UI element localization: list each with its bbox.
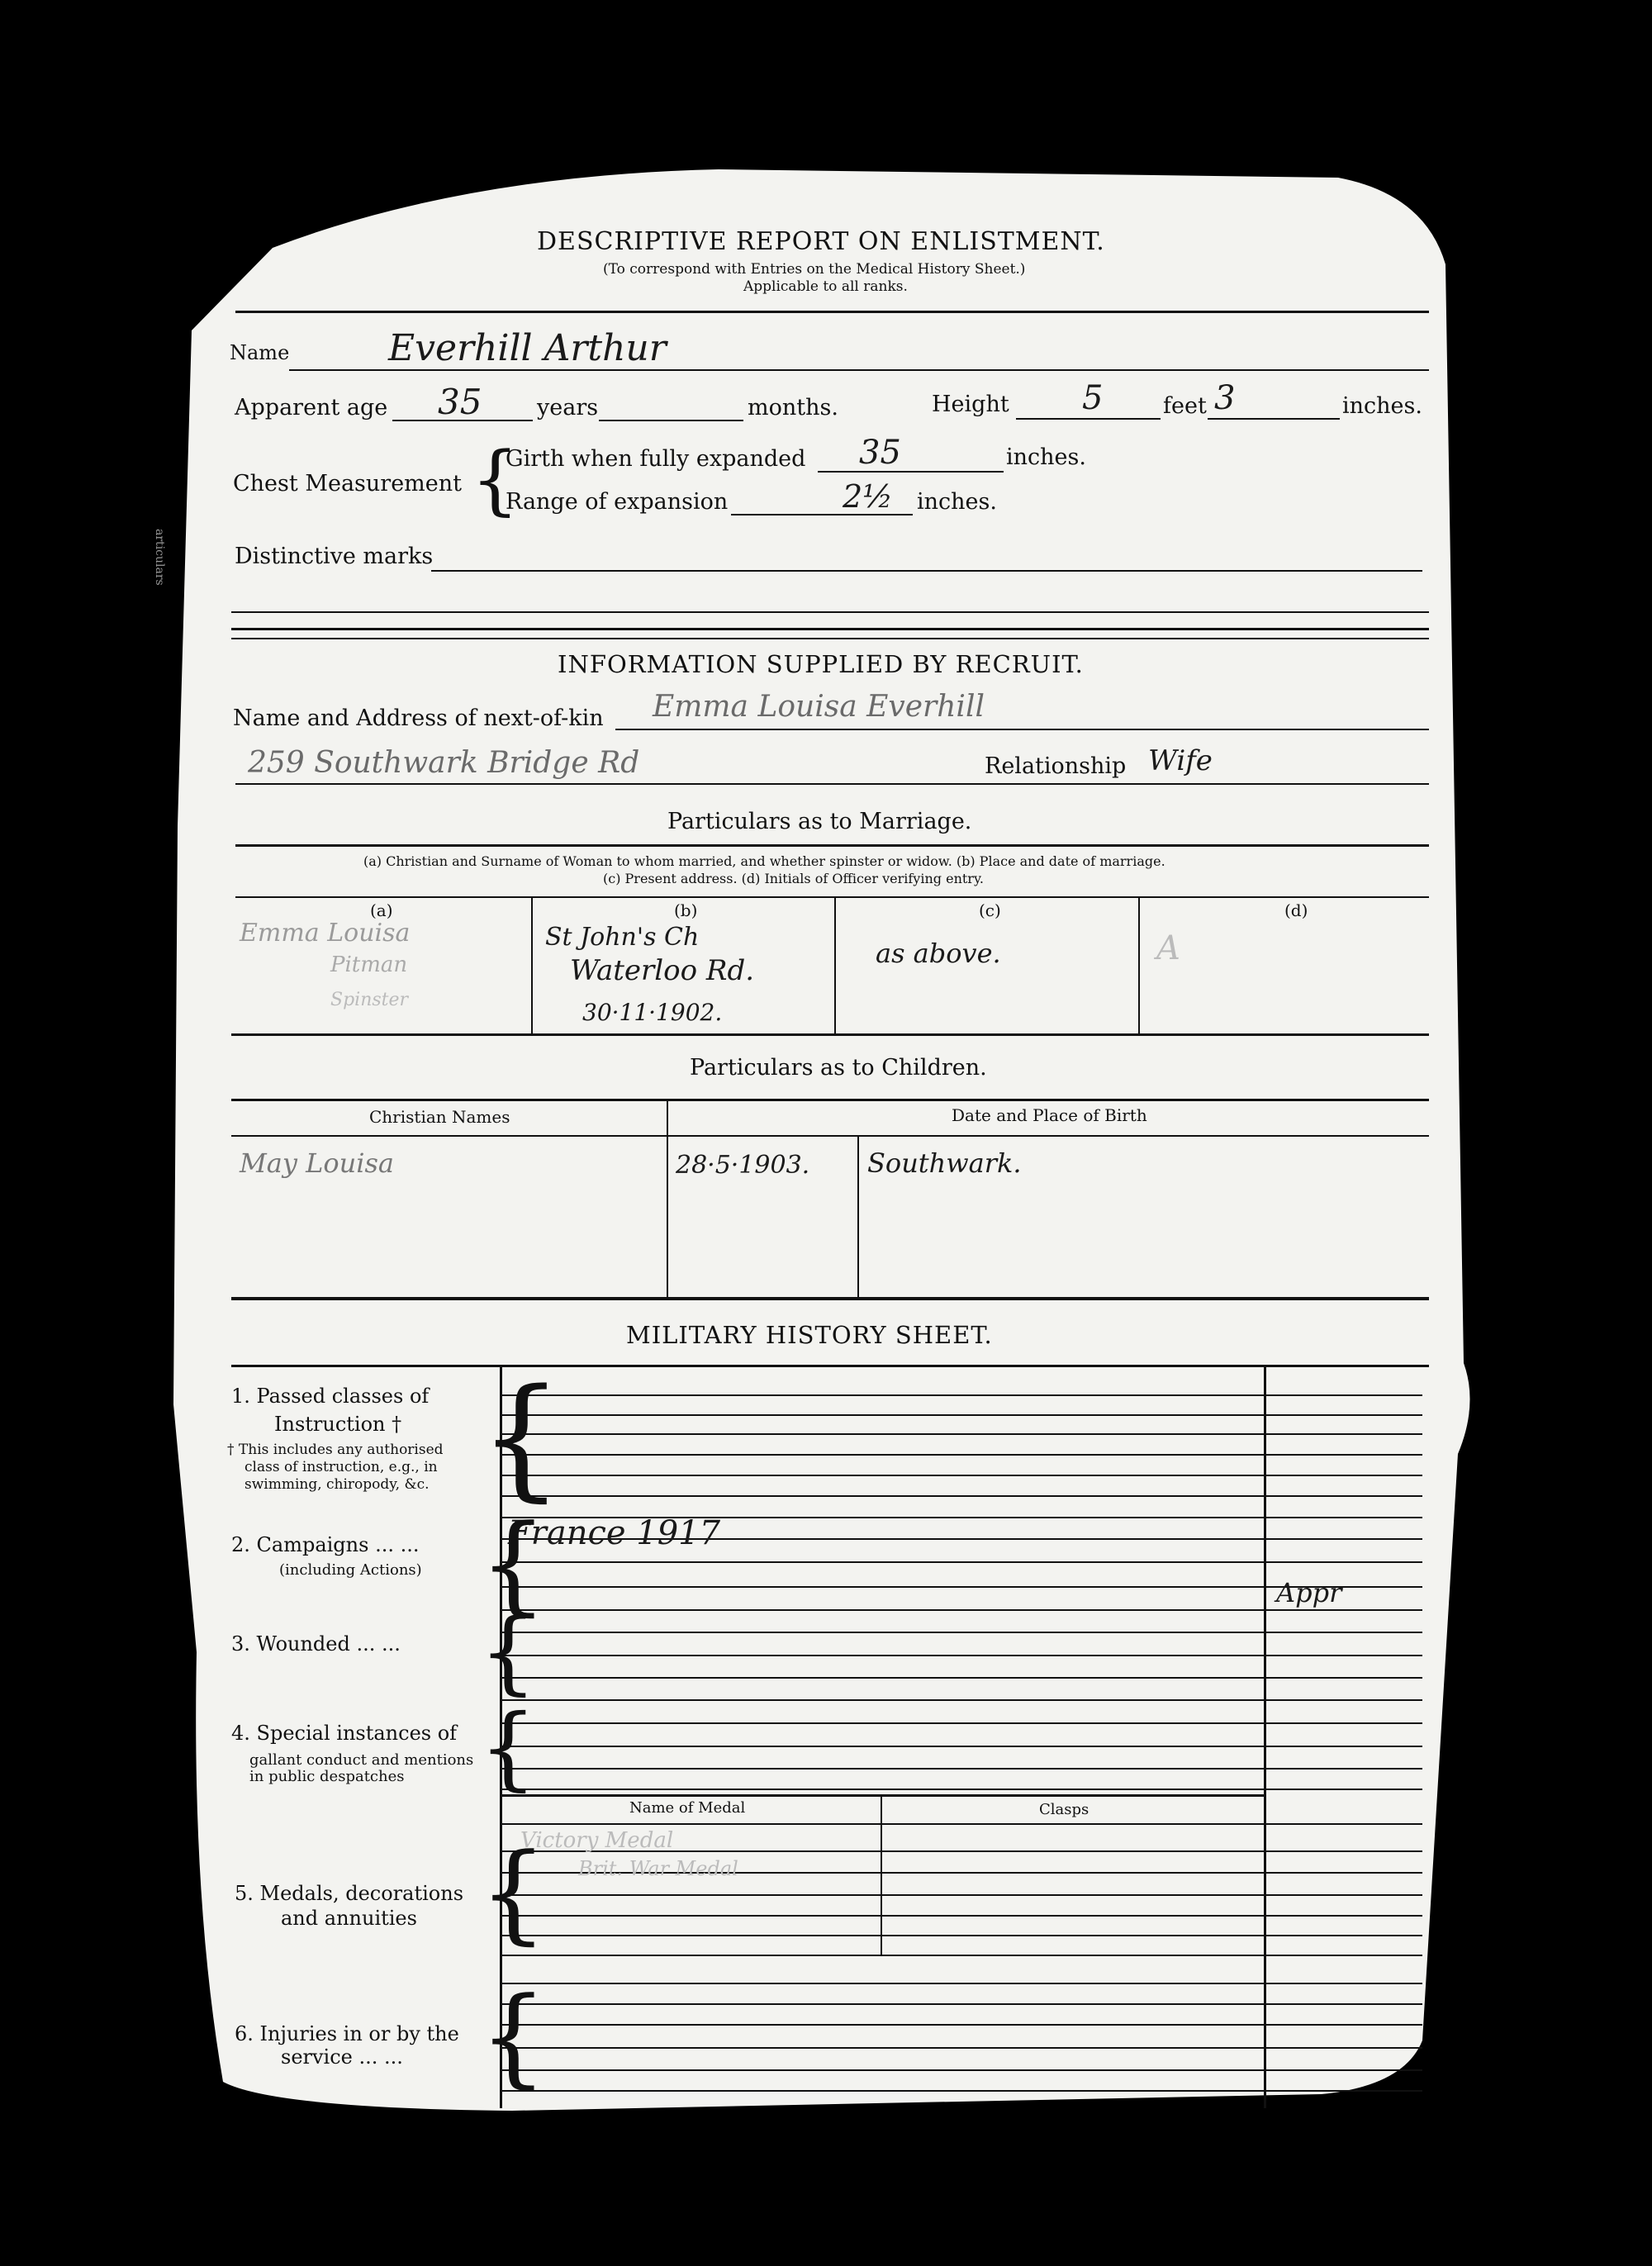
children-col-names: Christian Names xyxy=(369,1107,510,1127)
medal-col-clasps: Clasps xyxy=(1039,1801,1089,1818)
military-ruled-line xyxy=(501,1789,1422,1790)
military-ruled-line xyxy=(501,1935,1422,1936)
children-col-birth: Date and Place of Birth xyxy=(952,1105,1147,1125)
mil-row1-note-2: class of instruction, e.g., in xyxy=(244,1459,438,1475)
mil-row6-label-a: 6. Injuries in or by the xyxy=(235,2022,459,2045)
military-ruled-line xyxy=(501,2069,1422,2071)
children-rule-bottom xyxy=(231,1297,1429,1300)
distinctive-marks-line-1 xyxy=(431,570,1422,572)
distinctive-marks-label: Distinctive marks xyxy=(235,544,434,569)
mil-row4-brace: { xyxy=(479,1694,537,1800)
medal-col-sep xyxy=(881,1794,882,1955)
range-label: Range of expansion xyxy=(506,489,729,515)
age-line xyxy=(392,420,533,421)
mil-row1-note-3: swimming, chiropody, &c. xyxy=(244,1476,430,1493)
military-ruled-line xyxy=(501,2024,1422,2026)
child-1-date: 28·5·1903. xyxy=(676,1151,810,1180)
military-ruled-line xyxy=(501,1746,1422,1747)
child-1-place: Southwark. xyxy=(867,1147,1022,1179)
address-line xyxy=(235,783,1429,785)
military-ruled-line xyxy=(501,1915,1422,1917)
military-ruled-line xyxy=(501,2090,1422,2092)
report-applicability: Applicable to all ranks. xyxy=(743,278,908,295)
next-of-kin-label: Name and Address of next-of-kin xyxy=(233,705,604,731)
months-line xyxy=(599,420,743,421)
marriage-col-d: (d) xyxy=(1284,900,1308,920)
mil-row6-label-b: service ... ... xyxy=(281,2045,403,2069)
children-col-sep-1 xyxy=(667,1099,668,1297)
name-line xyxy=(289,369,1429,371)
name-value: Everhill Arthur xyxy=(388,327,667,369)
military-ruled-line xyxy=(501,1475,1422,1476)
age-value: 35 xyxy=(438,382,482,422)
next-of-kin-line xyxy=(615,729,1429,730)
mil-row2-sub: (including Actions) xyxy=(279,1561,422,1579)
mil-row4-label: 4. Special instances of xyxy=(231,1722,458,1745)
medal-value-2: Brit. War Medal xyxy=(578,1857,738,1880)
military-ruled-line xyxy=(501,1955,1422,1956)
chest-label: Chest Measurement xyxy=(233,471,462,496)
military-ruled-line xyxy=(501,1433,1422,1435)
marriage-col-sep-3 xyxy=(1138,896,1140,1035)
marriage-d-value: A xyxy=(1156,929,1180,967)
marriage-a-line-3: Spinster xyxy=(330,990,409,1010)
military-ruled-line xyxy=(501,1414,1422,1416)
children-col-sep-2 xyxy=(857,1136,859,1297)
marriage-note-1: (a) Christian and Surname of Woman to whom married, and whether spinster or widow. (b) Place and date of marriage. xyxy=(363,853,1165,869)
marriage-b-line-2: Waterloo Rd. xyxy=(570,954,755,987)
military-ruled-line xyxy=(501,1894,1422,1896)
relationship-value: Wife xyxy=(1148,744,1213,777)
medal-col-name: Name of Medal xyxy=(629,1799,746,1817)
distinctive-marks-line-2 xyxy=(231,611,1429,613)
height-feet-line xyxy=(1016,418,1161,420)
next-of-kin-address: 259 Southwark Bridge Rd xyxy=(248,746,640,780)
section-rule-1 xyxy=(231,628,1429,630)
report-title: DESCRIPTIVE REPORT ON ENLISTMENT. xyxy=(537,227,1105,256)
marriage-col-sep-2 xyxy=(834,896,836,1035)
months-label: months. xyxy=(748,395,838,420)
mil-row2-value: France 1917 xyxy=(508,1514,721,1552)
marriage-col-b: (b) xyxy=(674,900,698,920)
marriage-b-line-3: 30·11·1902. xyxy=(582,999,723,1026)
age-label: Apparent age xyxy=(235,395,388,420)
girth-unit: inches. xyxy=(1006,444,1086,470)
military-ruled-line xyxy=(501,1699,1422,1701)
child-1-name: May Louisa xyxy=(240,1147,394,1179)
mil-row5-label-b: and annuities xyxy=(281,1907,417,1930)
marriage-note-2: (c) Present address. (d) Initials of Officer verifying entry. xyxy=(603,871,984,886)
section-rule-2 xyxy=(231,638,1429,639)
military-ruled-line xyxy=(501,1394,1422,1396)
military-ruled-line xyxy=(501,1561,1422,1563)
name-label: Name xyxy=(230,341,290,364)
marriage-col-sep-1 xyxy=(531,896,533,1035)
medal-value-1: Victory Medal xyxy=(520,1828,674,1853)
marriage-c-value: as above. xyxy=(876,938,1001,969)
mil-row1-brace: { xyxy=(479,1360,563,1514)
inches-label: inches. xyxy=(1342,393,1422,419)
range-unit: inches. xyxy=(917,489,997,515)
height-feet-value: 5 xyxy=(1082,379,1104,417)
military-rule-top xyxy=(231,1365,1429,1367)
marriage-b-line-1: St John's Ch xyxy=(545,923,700,952)
report-subtitle: (To correspond with Entries on the Medical History Sheet.) xyxy=(603,261,1026,278)
mil-row4-note-2: in public despatches xyxy=(249,1768,405,1785)
girth-line xyxy=(818,471,1004,473)
military-col-right xyxy=(1264,1365,1266,2108)
mil-row1-note-1: † This includes any authorised xyxy=(227,1442,444,1458)
marriage-table-top xyxy=(235,896,1429,898)
marriage-table-bottom xyxy=(231,1033,1429,1036)
mil-row2-brace: { xyxy=(479,1501,548,1627)
marriage-col-a: (a) xyxy=(370,900,393,920)
mil-row5-label-a: 5. Medals, decorations xyxy=(235,1882,464,1905)
military-ruled-line xyxy=(501,2003,1422,2005)
military-ruled-line xyxy=(501,2047,1422,2049)
feet-label: feet xyxy=(1163,393,1207,419)
marriage-a-line-2: Pitman xyxy=(330,952,408,977)
children-heading: Particulars as to Children. xyxy=(690,1055,987,1081)
chest-brace: { xyxy=(471,435,520,524)
military-ruled-line xyxy=(501,1609,1422,1611)
years-label: years xyxy=(537,395,599,420)
marriage-a-line-1: Emma Louisa xyxy=(240,919,411,948)
mil-row1-label-b: Instruction † xyxy=(274,1413,402,1436)
height-inches-line xyxy=(1208,418,1340,420)
military-ruled-line xyxy=(501,1495,1422,1497)
mil-row3-brace: { xyxy=(479,1599,537,1704)
military-ruled-line xyxy=(501,1677,1422,1679)
relationship-label: Relationship xyxy=(985,753,1127,779)
header-rule xyxy=(235,311,1429,313)
range-line xyxy=(731,514,913,515)
mil-row4-note-1: gallant conduct and mentions xyxy=(249,1751,474,1769)
children-header-line xyxy=(231,1135,1429,1137)
mil-row1-label-a: 1. Passed classes of xyxy=(231,1385,430,1408)
military-ruled-line xyxy=(501,1722,1422,1724)
margin-text: articulars xyxy=(153,529,166,586)
recruit-info-heading: INFORMATION SUPPLIED BY RECRUIT. xyxy=(558,650,1084,678)
height-inches-value: 3 xyxy=(1214,379,1236,417)
military-ruled-line xyxy=(501,1983,1422,1984)
range-value: 2½ xyxy=(843,478,894,515)
next-of-kin-name: Emma Louisa Everhill xyxy=(653,690,985,724)
military-ruled-line xyxy=(501,1823,1422,1825)
military-ruled-line xyxy=(501,1632,1422,1633)
mil-row3-label: 3. Wounded ... ... xyxy=(231,1632,401,1656)
marriage-heading: Particulars as to Marriage. xyxy=(667,809,972,834)
girth-value: 35 xyxy=(859,434,901,472)
mil-row2-label: 2. Campaigns ... ... xyxy=(231,1533,420,1556)
mil-row2-side: Appr xyxy=(1276,1577,1342,1608)
mil-row5-brace: { xyxy=(479,1830,548,1955)
military-heading: MILITARY HISTORY SHEET. xyxy=(626,1321,993,1349)
military-ruled-line xyxy=(501,1655,1422,1656)
military-ruled-line xyxy=(501,1454,1422,1456)
military-ruled-line xyxy=(501,1768,1422,1770)
children-rule-top xyxy=(231,1099,1429,1101)
marriage-rule-top xyxy=(235,844,1429,847)
mil-row6-brace: { xyxy=(479,1974,548,2099)
marriage-col-c: (c) xyxy=(979,900,1001,920)
girth-label: Girth when fully expanded xyxy=(506,446,806,472)
height-label: Height xyxy=(932,392,1009,417)
